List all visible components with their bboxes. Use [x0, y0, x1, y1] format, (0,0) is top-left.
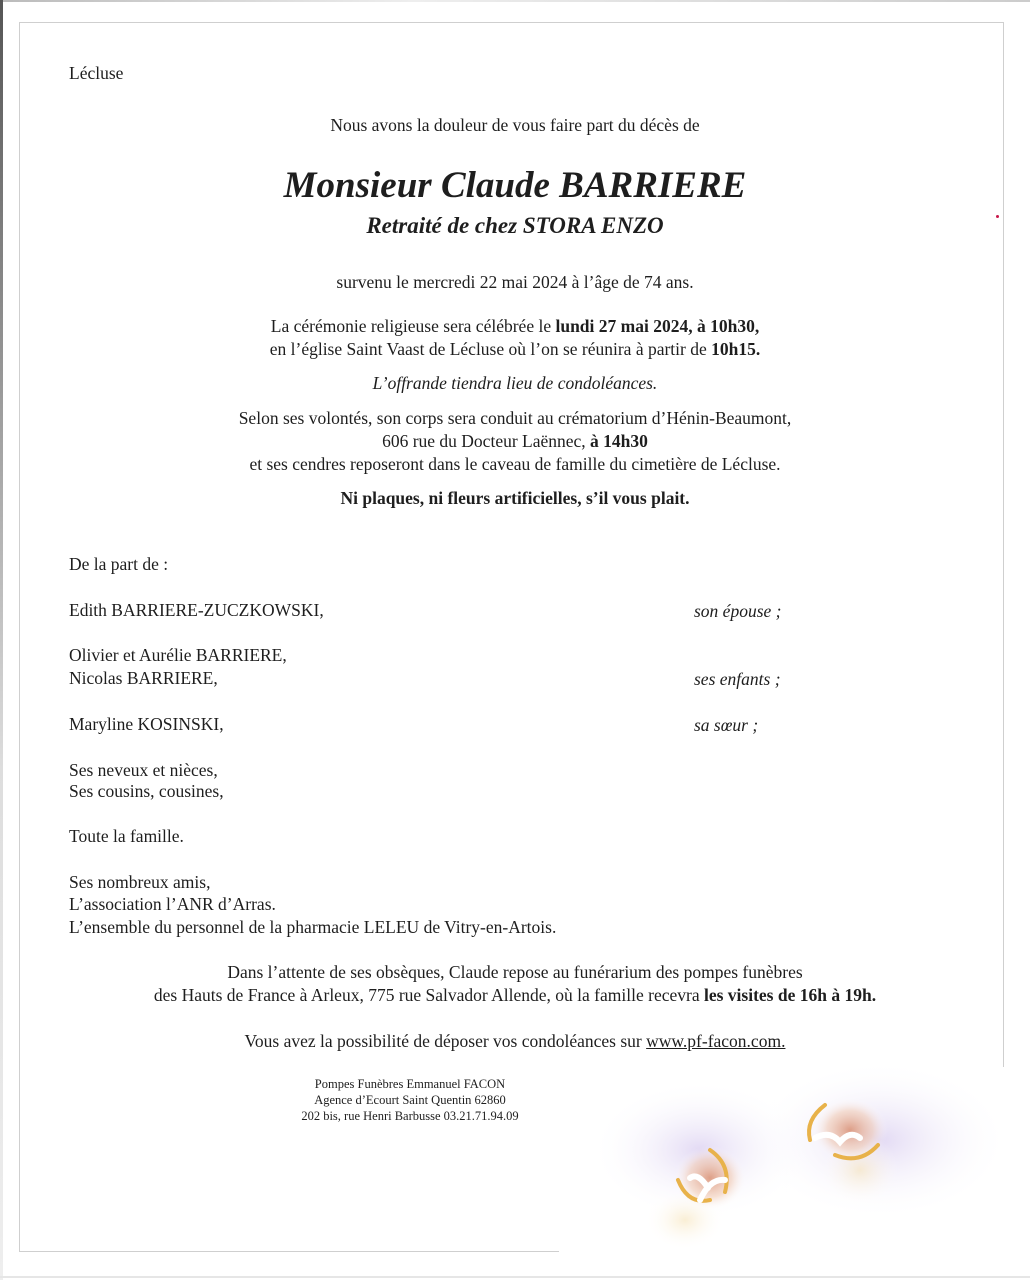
family-name: Ses nombreux amis, — [69, 872, 211, 892]
cremation-address: 606 rue du Docteur Laënnec, — [382, 431, 591, 451]
funeral-home-address: 202 bis, rue Henri Barbusse 03.21.71.94.09 — [301, 1109, 519, 1123]
family-relation: ses enfants ; — [694, 669, 781, 689]
family-name: Olivier et Aurélie BARRIERE, — [69, 645, 287, 665]
condolences-text: Vous avez la possibilité de déposer vos condoléances sur — [244, 1031, 647, 1051]
family-name: Toute la famille. — [69, 826, 184, 846]
family-name: L’ensemble du personnel de la pharmacie LELEU de Vitry-en-Artois. — [69, 917, 557, 937]
funeral-home-agency: Agence d’Ecourt Saint Quentin 62860 — [314, 1093, 506, 1107]
ceremony-line-2 — [0, 339, 1030, 360]
ceremony-line-1 — [0, 316, 1030, 337]
obsequies-line-2 — [0, 985, 1030, 1006]
funeral-home-name: Pompes Funèbres Emmanuel FACON — [314, 1077, 506, 1091]
family-name: Ses cousins, cousines, — [69, 781, 224, 801]
cremation-time: à 14h30 — [590, 431, 648, 451]
page-frame-top — [20, 22, 1004, 23]
cremation-line-1: Selon ses volontés, son corps sera conduit au crématorium d’Hénin-Beaumont, — [238, 408, 792, 428]
family-name: Ses neveux et nièces, — [69, 760, 218, 780]
family-relation: son épouse ; — [694, 601, 782, 621]
condolences-link[interactable]: www.pf-facon.com. — [646, 1031, 786, 1051]
cremation-line-3: et ses cendres reposeront dans le caveau de famille du cimetière de Lécluse. — [249, 454, 781, 474]
condolences-line — [0, 1031, 1030, 1052]
ceremony-date: lundi 27 mai 2024, à 10h30, — [555, 316, 760, 336]
page-frame-bottom — [19, 1251, 559, 1252]
obsequies-address: des Hauts de France à Arleux, 775 rue Salvador Allende, où la famille recevra — [153, 985, 704, 1005]
offering-note: L’offrande tiendra lieu de condoléances. — [372, 373, 658, 393]
deceased-subtitle: Retraité de chez STORA ENZO — [366, 213, 664, 238]
obsequies-line-1: Dans l’attente de ses obsèques, Claude repose au funérarium des pompes funèbres — [227, 962, 803, 982]
ceremony-line-1-text: La cérémonie religieuse sera célébrée le — [270, 316, 556, 336]
family-name: L’association l’ANR d’Arras. — [69, 894, 276, 914]
visiting-hours: les visites de 16h à 19h. — [703, 985, 877, 1005]
family-name: Maryline KOSINSKI, — [69, 714, 224, 734]
family-relation: sa sœur ; — [694, 715, 759, 735]
deceased-name: Monsieur Claude BARRIERE — [283, 165, 747, 206]
family-name: Nicolas BARRIERE, — [69, 668, 218, 688]
orchid-right — [750, 1060, 1010, 1220]
intro-text: Nous avons la douleur de vous faire part du décès de — [330, 115, 700, 135]
family-name: Edith BARRIERE-ZUCZKOWSKI, — [69, 600, 324, 620]
from-label: De la part de : — [69, 554, 169, 574]
place-name: Lécluse — [69, 63, 124, 83]
ceremony-line-2-text: en l’église Saint Vaast de Lécluse où l’on se réunira à partir de — [269, 339, 712, 359]
death-notice: survenu le mercredi 22 mai 2024 à l’âge de 74 ans. — [336, 272, 694, 292]
no-flowers-note: Ni plaques, ni fleurs artificielles, s’il vous plait. — [340, 488, 690, 508]
gathering-time: 10h15. — [711, 339, 761, 359]
cremation-line-2 — [0, 431, 1030, 452]
orchid-decoration — [560, 1060, 1030, 1280]
scan-edge-top — [0, 0, 1030, 2]
